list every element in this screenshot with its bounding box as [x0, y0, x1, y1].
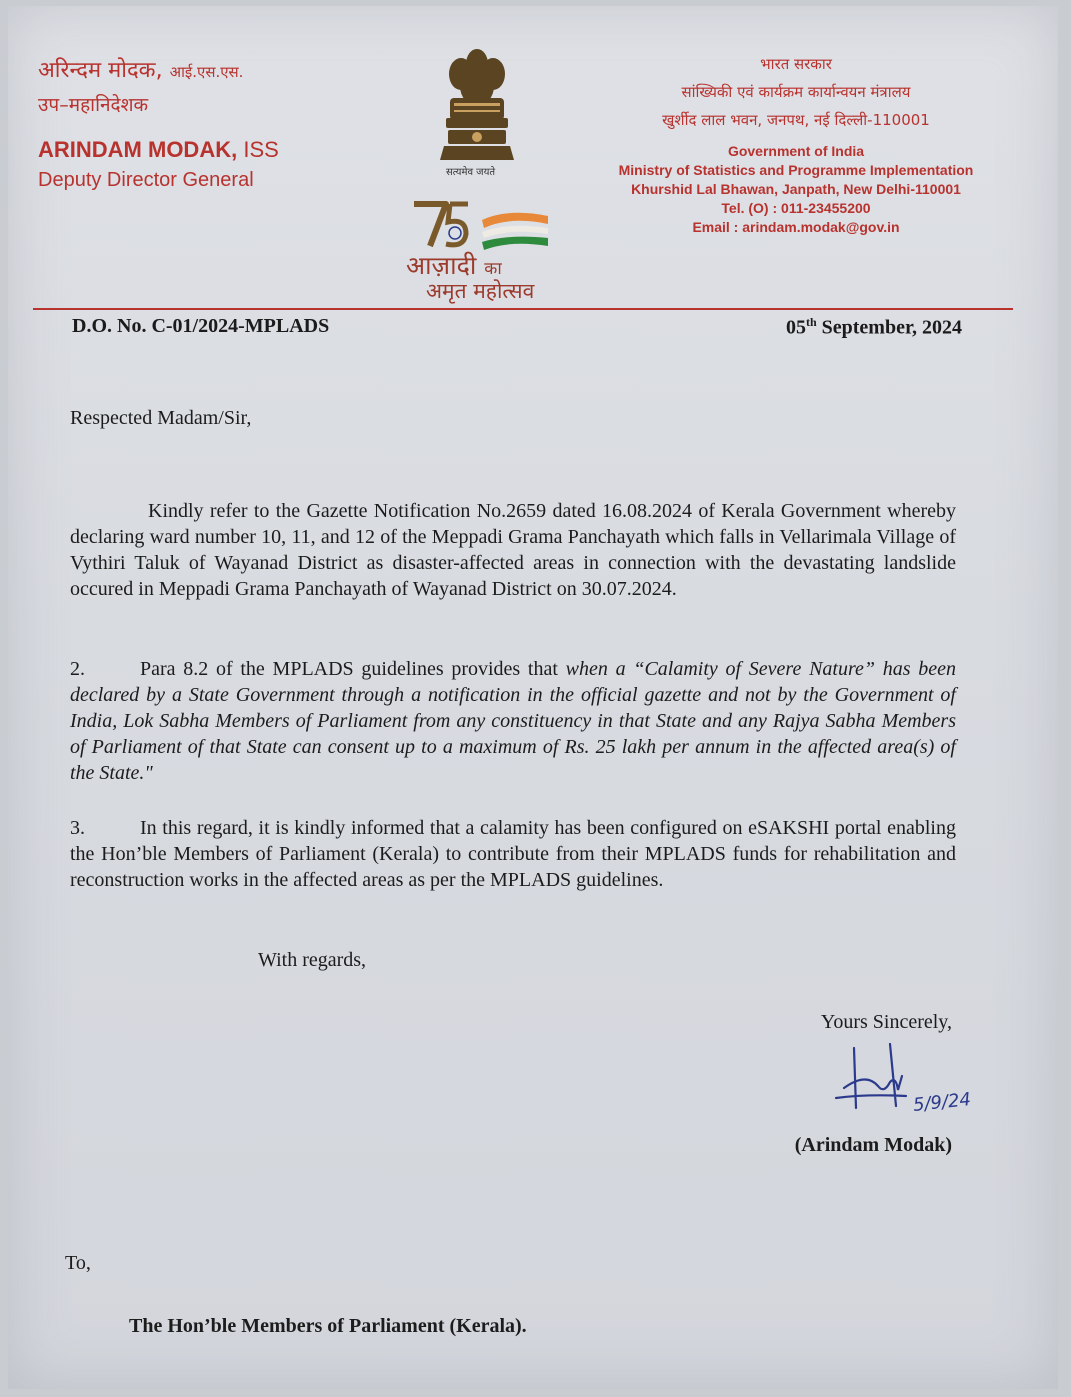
paragraph-2-lead: Para 8.2 of the MPLADS guidelines provides that	[140, 658, 566, 680]
sender-service-english: ISS	[243, 137, 279, 162]
letterhead-divider	[33, 308, 1013, 310]
sender-name-english-text: ARINDAM MODAK,	[38, 137, 238, 162]
office-english-line2: Ministry of Statistics and Programme Implementation	[618, 162, 974, 178]
handwritten-signature	[826, 1036, 916, 1126]
office-address-block	[586, 50, 1006, 237]
regards: With regards,	[258, 949, 367, 971]
signature-date: 5/9/24	[912, 1089, 972, 1116]
paragraph-2	[70, 656, 956, 786]
paragraph-2-quote: when a “Calamity of Severe Nature” has been declared by a State Government through a notification in the official gazette and not by the Government of India, Lok Sabha Members of Parliament from any constituency in that State and any Rajya Sabha Members of Parliament of that State can consent up to a maximum of Rs. 25 lakh per annum in the affected area(s) of the State."	[70, 658, 956, 784]
do-number: D.O. No. C-01/2024-MPLADS	[72, 315, 330, 337]
paragraph-3-number: 3.	[70, 817, 85, 839]
ashoka-emblem-icon	[434, 42, 520, 164]
office-hindi-line2: सांख्यिकी एवं कार्यक्रम कार्यान्वयन मंत्रालय	[681, 83, 911, 101]
office-hindi-line1: भारत सरकार	[760, 55, 832, 73]
azadi-logo-ka: का	[484, 259, 502, 279]
azadi-75-logo-icon	[408, 196, 558, 256]
letter-date	[786, 315, 962, 340]
office-english-line3: Khurshid Lal Bhawan, Janpath, New Delhi-110001	[631, 181, 961, 197]
paragraph-3	[70, 815, 956, 893]
paragraph-2-number: 2.	[70, 658, 85, 680]
emblem-motto: सत्यमेव जयते	[446, 167, 496, 178]
salutation: Respected Madam/Sir,	[70, 407, 252, 429]
letter-page	[8, 6, 1058, 1389]
sender-name-hindi	[38, 54, 243, 84]
azadi-logo-line2: अमृत महोत्सव	[426, 279, 535, 303]
date-suffix: th	[805, 315, 817, 329]
to-label: To,	[65, 1252, 91, 1274]
addressee: The Hon’ble Members of Parliament (Kerala).	[129, 1315, 527, 1337]
sender-designation-english: Deputy Director General	[38, 169, 254, 191]
paragraph-3-text: In this regard, it is kindly informed that a calamity has been configured on eSAKSHI portal enabling the Hon’ble Members of Parliament (Kerala) to contribute from their MPLADS funds for rehabilitation and reconstruction works in the affected areas as per the MPLADS guidelines.	[70, 817, 956, 891]
closing: Yours Sincerely,	[820, 1011, 952, 1033]
signatory-name: (Arindam Modak)	[794, 1134, 952, 1156]
office-phone: Tel. (O) : 011-23455200	[721, 200, 871, 216]
sender-designation-hindi: उप–महानिदेशक	[38, 94, 149, 116]
sender-name-english	[38, 137, 279, 163]
sender-name-hindi-text: अरिन्दम मोदक,	[38, 58, 163, 83]
sender-service-hindi: आई.एस.एस.	[169, 63, 244, 81]
date-day: 05	[785, 316, 806, 339]
office-english-line1: Government of India	[727, 143, 865, 159]
office-hindi-line3: खुर्शीद लाल भवन, जनपथ, नई दिल्ली-110001	[662, 111, 930, 129]
paragraph-1: Kindly refer to the Gazette Notification No.2659 dated 16.08.2024 of Kerala Government whereby declaring ward number 10, 11, and 12 of the Meppadi Grama Panchayath which falls in Vellarimala Village of Vythiri Taluk of Wayanad District as disaster-affected areas in connection with the devastating landslide occured in Meppadi Grama Panchayath of Wayanad District on 30.07.2024.	[70, 500, 956, 600]
office-email: Email : arindam.modak@gov.in	[692, 219, 900, 235]
azadi-logo-word: आज़ादी	[406, 251, 477, 280]
date-rest: September, 2024	[816, 316, 962, 339]
